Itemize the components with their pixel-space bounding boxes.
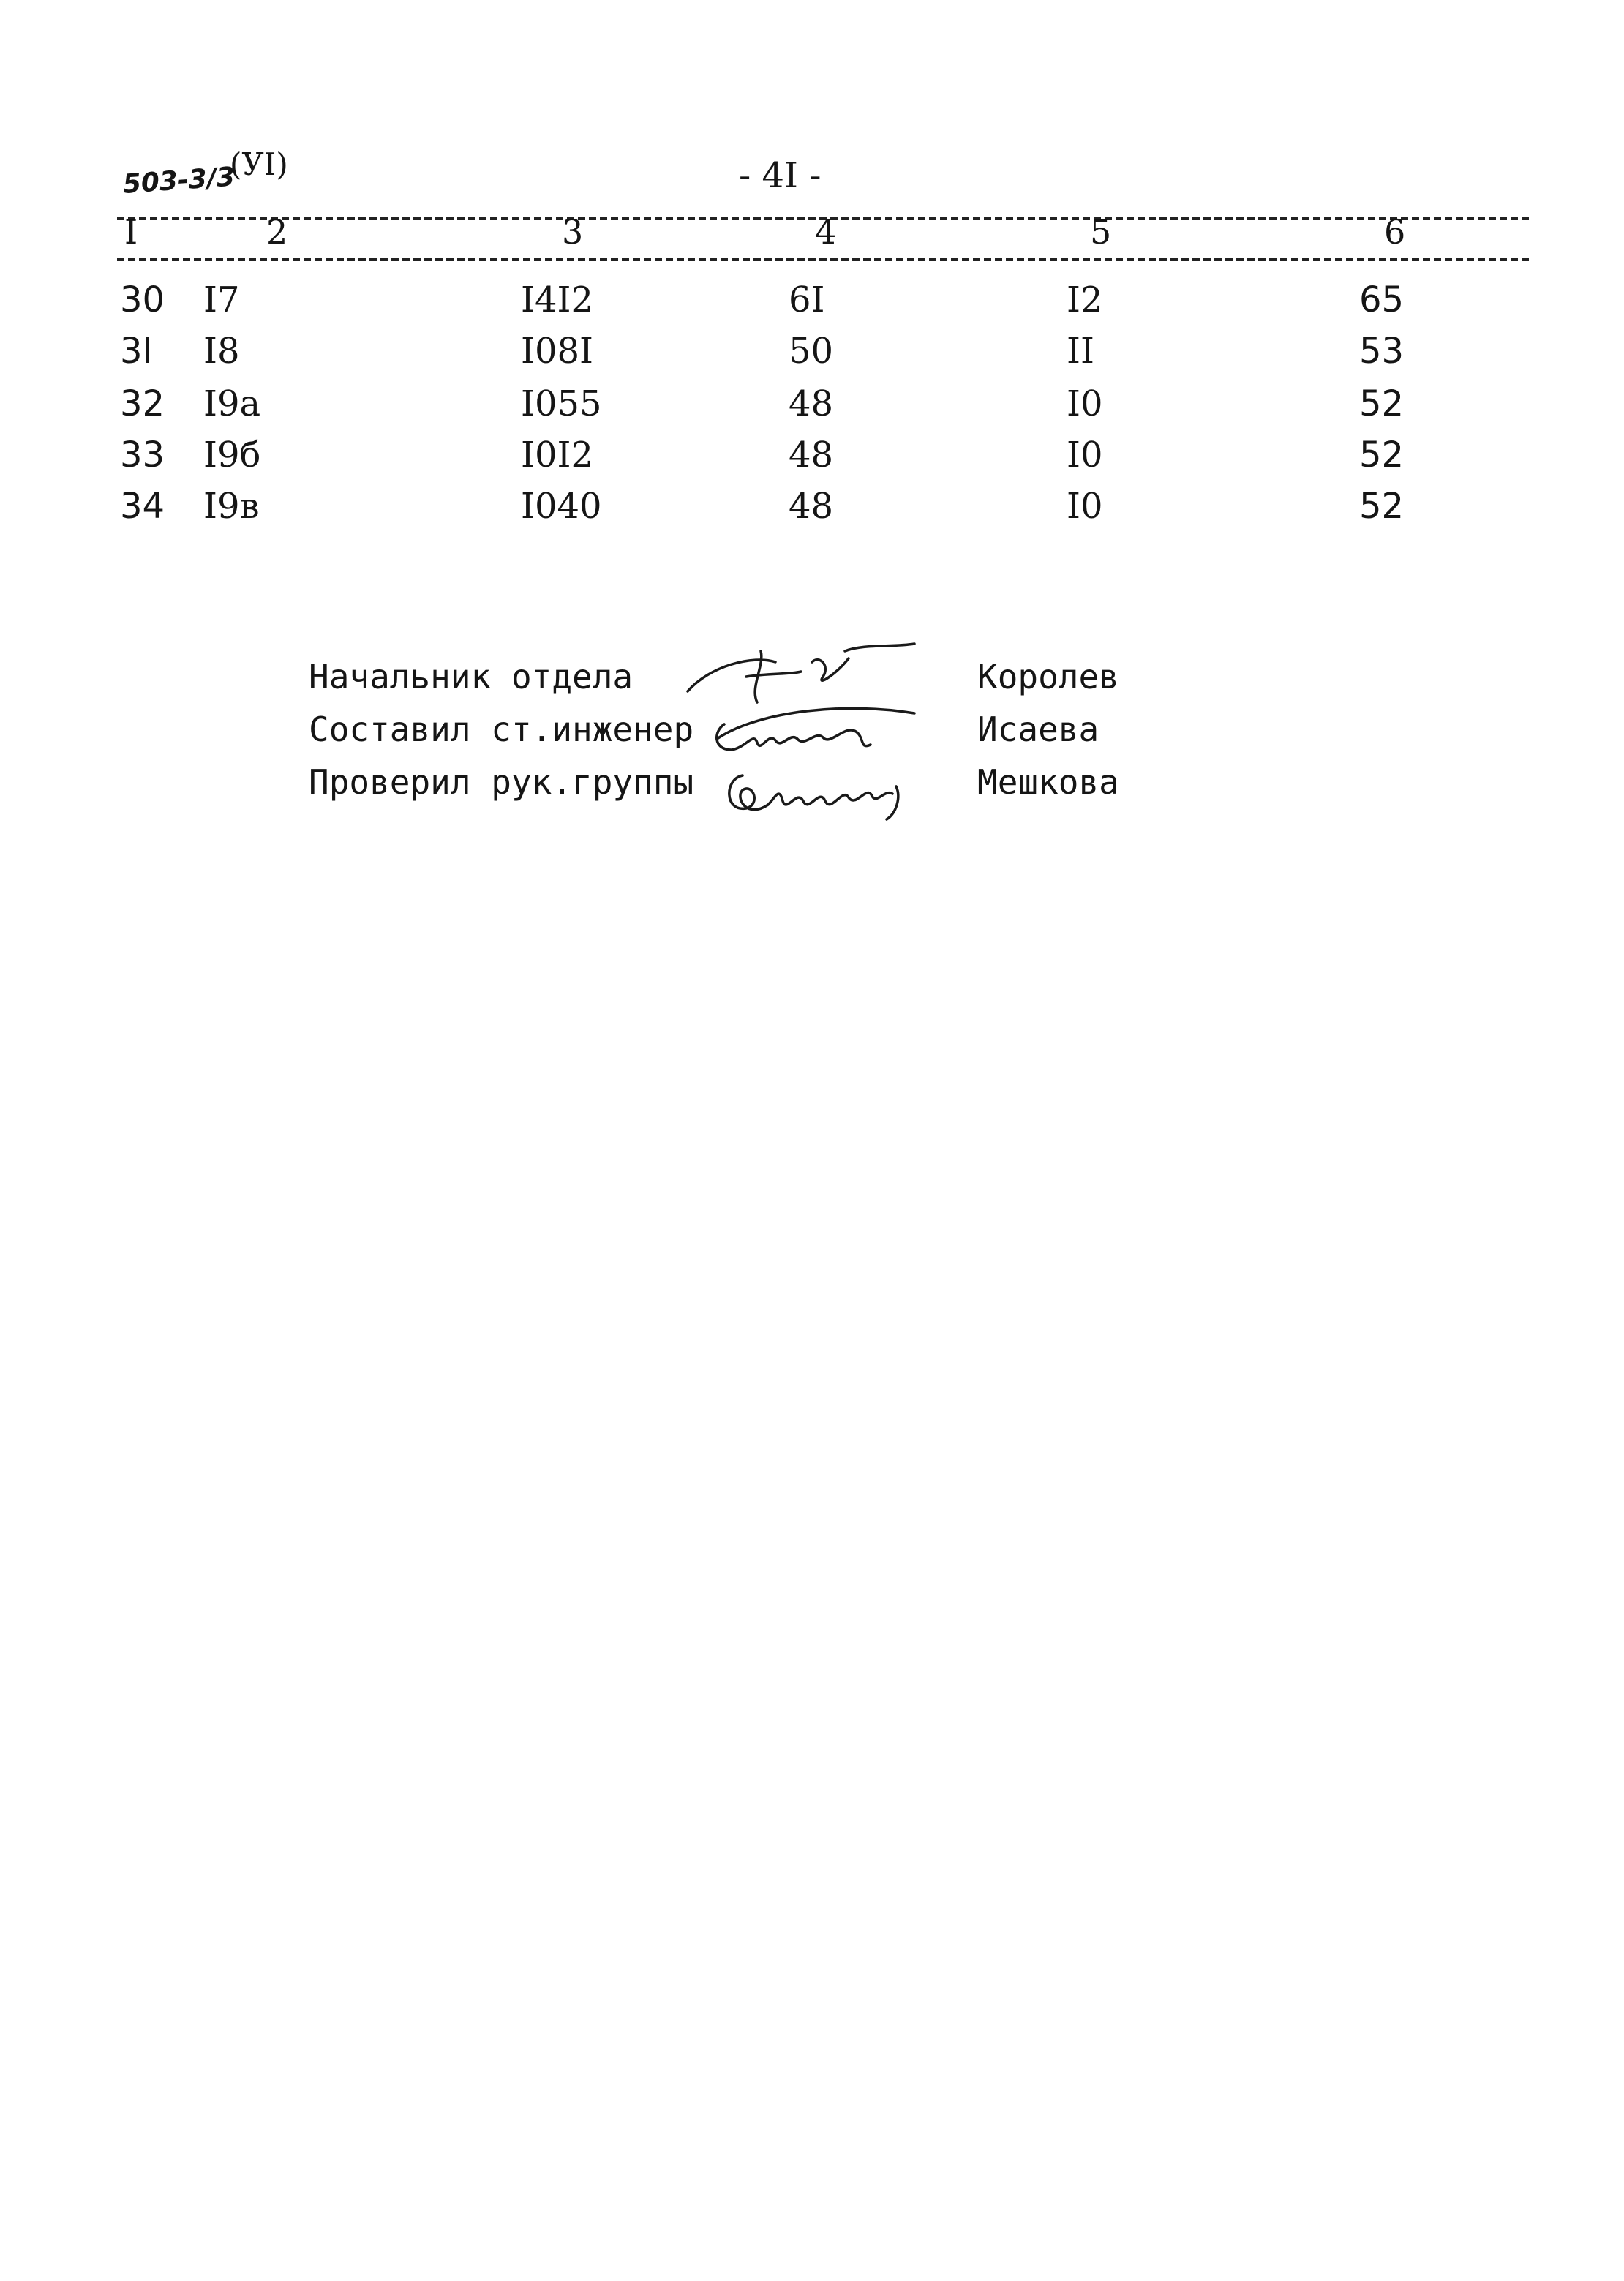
table-cell-col2: I9a — [203, 383, 261, 424]
series-superscript: (УI) — [230, 146, 288, 182]
signature-role-checker: Проверил рук.группы — [309, 762, 694, 802]
header-rule-bottom — [117, 258, 1529, 261]
table-cell-col2: I9в — [203, 486, 260, 527]
signature-role-head: Начальник отдела — [309, 657, 634, 696]
table-cell-col5: I2 — [1067, 279, 1103, 320]
column-header-6: 6 — [1384, 212, 1406, 252]
table-cell-col5: II — [1067, 331, 1094, 372]
column-header-3: 3 — [562, 212, 584, 252]
column-header-2: 2 — [266, 212, 288, 252]
table-cell-col4: 48 — [789, 435, 834, 476]
series-code: 503-3/3 — [121, 162, 236, 200]
table-cell-col4: 48 — [789, 486, 834, 527]
table-cell-col4: 6I — [789, 279, 825, 320]
table-cell-col4: 48 — [789, 383, 834, 424]
table-cell-row-number: 3I — [120, 331, 153, 372]
table-cell-col3: I040 — [521, 486, 602, 527]
table-cell-row-number: 32 — [120, 383, 165, 424]
page-number: - 4I - — [739, 155, 822, 196]
handwritten-signatures — [673, 622, 980, 841]
table-cell-row-number: 34 — [120, 486, 165, 527]
table-cell-col2: I7 — [203, 279, 240, 320]
signature-name-head: Королев — [977, 657, 1119, 696]
signature-role-compiler: Составил ст.инженер — [309, 710, 694, 749]
table-cell-col3: I0I2 — [521, 435, 593, 476]
table-cell-col6: 52 — [1359, 383, 1405, 424]
column-header-4: 4 — [815, 212, 837, 252]
table-cell-row-number: 33 — [120, 435, 165, 476]
table-cell-col2: I9б — [203, 435, 261, 476]
table-cell-row-number: 30 — [120, 279, 165, 320]
column-header-5: 5 — [1090, 212, 1112, 252]
table-cell-col5: I0 — [1067, 486, 1103, 527]
table-cell-col6: 52 — [1359, 486, 1405, 527]
table-cell-col5: I0 — [1067, 383, 1103, 424]
table-cell-col5: I0 — [1067, 435, 1103, 476]
signature-name-checker: Мешкова — [977, 762, 1119, 802]
table-cell-col3: I08I — [521, 331, 593, 372]
table-cell-col4: 50 — [789, 331, 834, 372]
table-cell-col3: I4I2 — [521, 279, 593, 320]
column-header-1: I — [124, 212, 138, 252]
table-cell-col2: I8 — [203, 331, 240, 372]
table-cell-col6: 65 — [1359, 279, 1405, 320]
signature-name-compiler: Исаева — [977, 710, 1099, 749]
table-cell-col6: 52 — [1359, 435, 1405, 476]
table-cell-col3: I055 — [521, 383, 602, 424]
table-cell-col6: 53 — [1359, 331, 1405, 372]
